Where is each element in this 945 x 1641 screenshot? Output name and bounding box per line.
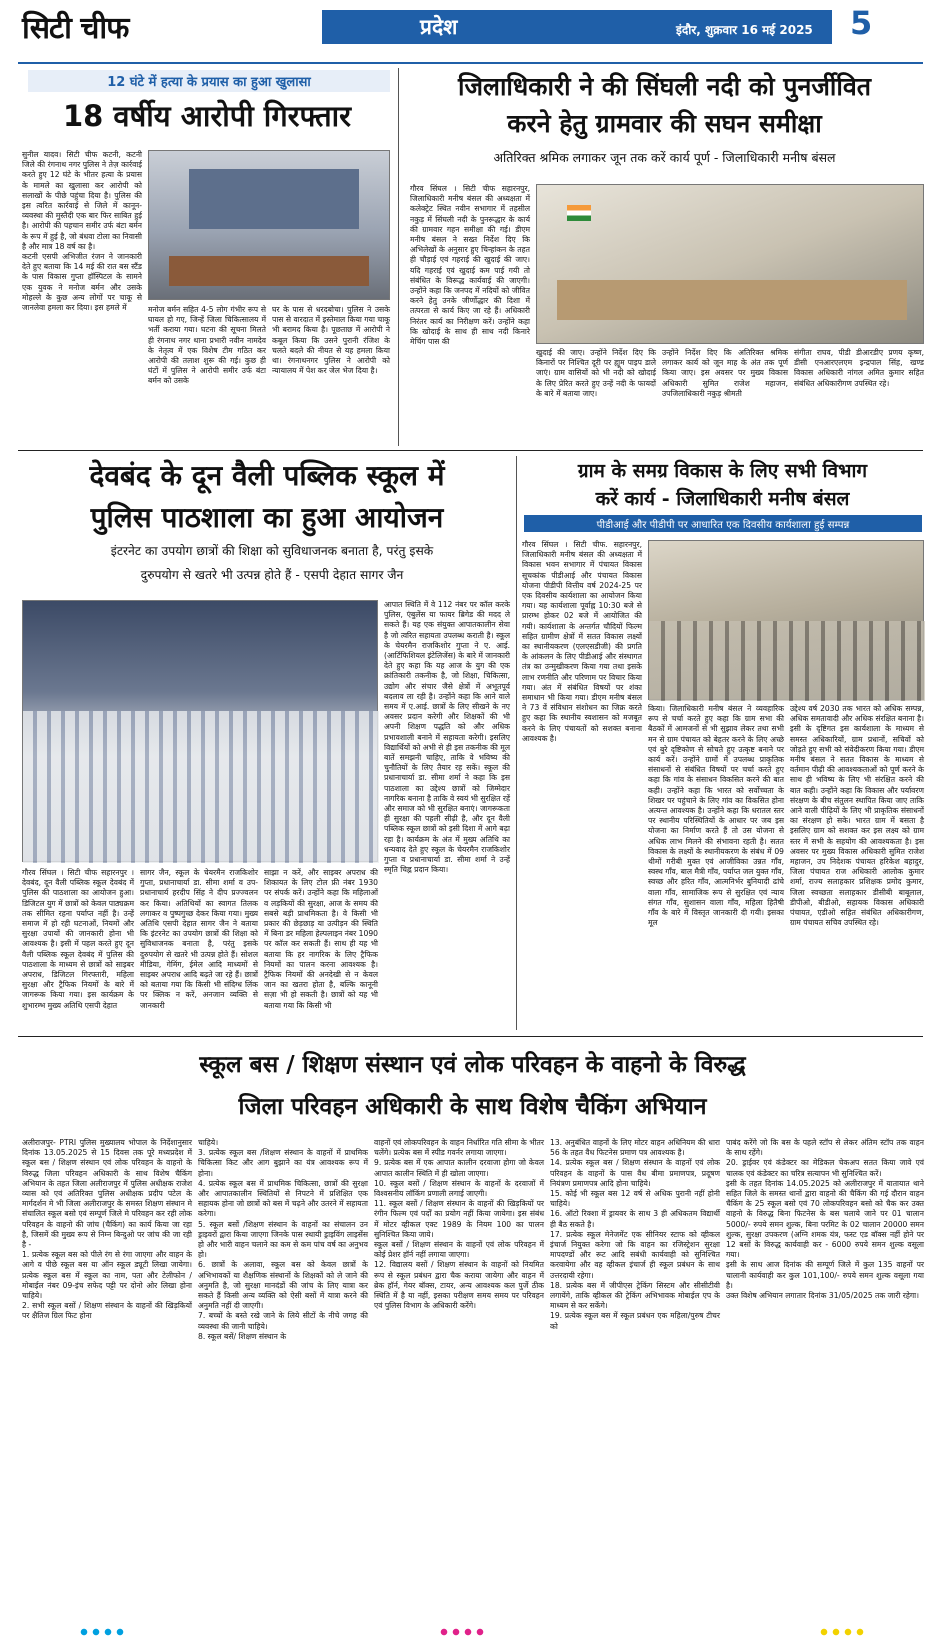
- story2-column-1: [410, 184, 530, 347]
- story3-column-3: [264, 868, 378, 1030]
- story3-column-2: [140, 868, 258, 1030]
- story2-headline-2: करने हेतु ग्रामवार की सघन समीक्षा: [507, 109, 822, 138]
- story1-photo: [148, 150, 390, 300]
- story4-headline-1: ग्राम के समग्र विकास के लिए सभी विभाग: [577, 460, 868, 482]
- story5-text-2: चाहिये। 3. प्रत्येक स्कूल बस /शिक्षण संस्थान के वाहनों में प्राथमिक चिकित्सा किट और आग बुझाने का यंत्र आवश्यक रूप में होना। 4. प्रत्येक स्कूल बस में प्राथमिक चिकित्सा, छात्रों की सुरक्षा और आपातकालीन स्थितियों से निपटने में प्रशिक्षित एक सहायक होना जो छात्रों को बस में चढ़ने और उतरने में सहायता करेगा। 5. स्कूल बसों /शिक्षण संस्थान के वाहनों का संचालन उन ड्राइवरों द्वारा किया जाएगा जिनके पास स्थायी ड्राइविंग लाइसेंस हो और भारी वाहन चलाने का कम से कम पांच वर्ष का अनुभव हो। 6. छात्रों के अलावा, स्कूल बस को केवल छात्रों के अभिभावकों या शैक्षणिक संस्थानों के शिक्षकों को ले जाने की अनुमति है, जो सुरक्षा मानदंडों की जांच के लिए यात्रा कर सकते हैं किसी अन्य व्यक्ति को ऐसी बसों में यात्रा करने की अनुमति नहीं दी जाएगी। 7. बच्चों के बस्ते रखे जाने के लिये सीटों के नीचे जगह की व्यवस्था की जानी चाहिये। 8. स्कूल बसें/ शिक्षण संस्थान के: [198, 1138, 368, 1341]
- story3-headline-1: देवबंद के दून वैली पब्लिक स्कूल में: [89, 459, 445, 492]
- masthead: [0, 0, 945, 64]
- registration-dots-middle: [440, 1628, 488, 1636]
- masthead-rule: [18, 62, 923, 64]
- story5-headline-2: जिला परिवहन अधिकारी के साथ विशेष चैकिंग अभियान: [238, 1094, 707, 1120]
- photo-flag: [567, 205, 591, 221]
- story1-text-3: घर के पास से धरदबोचा। पुलिस ने उसके पास से वारदात में इस्तेमाल किया गया चाकू भी बरामद किया है। पूछताछ में आरोपी ने कबूल किया कि उसने पुरानी रंजिश के चलते बदले की नीयत से यह हमला किया था। रंगनाथनगर पुलिस ने आरोपी को न्यायालय में पेश कर जेल भेज दिया है।: [272, 305, 390, 376]
- story1-column-1: [22, 150, 142, 442]
- story2-column-3: [662, 348, 788, 444]
- photo-table: [169, 256, 369, 286]
- registration-dots-right: [820, 1628, 868, 1636]
- story3-photo: [22, 600, 378, 862]
- story5-text-4: 13. अनुबंधित वाहनों के लिए मोटर वाहन अधिनियम की धारा 56 के तहत वैध फिटनेस प्रमाण पत्र आवश्यक है। 14. प्रत्येक स्कूल बस / शिक्षण संस्थान के वाहनों एवं लोक परिवहन के वाहनों के पास वैध बीमा प्रमाणपत्र, प्रदूषण नियंत्रण प्रमाणपत्र आदि होना चाहिये। 15. कोई भी स्कूल बस 12 वर्ष से अधिक पुरानी नहीं होनी चाहिये। 16. ऑटो रिक्शा में ड्रायवर के साथ 3 ही अधिकतम विद्यार्थी ही बैठ सकते है। 17. प्रत्येक स्कूल मेनेजमेंट एक सीनियर स्टाफ को व्हीकल इंचार्ज नियुक्त करेगा जो कि वाहन का रजिस्ट्रेशन सुरक्षा मापदण्डों और रूट आदि सबंधी कार्यवाही को सुनिश्चित करवायेगा और वह व्हीकल इंचार्ज ही स्कूल प्रबंधन के साथ उत्तरदायी रहेगा। 18. प्रत्येक बस में जीपीएस ट्रेकिंग सिस्टम और सीसीटीवी लगायेंगे, ताकि व्हीकल की ट्रेकिंग अभिभावक मोबाईल एप के माध्यम से कर सकेंगे। 19. प्रत्येक स्कूल बस में स्कूल प्रबंधन एक महिला/पुरुष टीचर को: [550, 1138, 720, 1331]
- story2-subhead: अतिरिक्त श्रमिक लगाकर जून तक करें कार्य पूर्ण - जिलाधिकारी मनीष बंसल: [493, 150, 836, 165]
- story1-text-2: मनोज बर्मन सहित 4-5 लोग गंभीर रूप से घायल हो गए, जिन्हें जिला चिकित्सालय में भर्ती कराया गया। घटना की सूचना मिलते ही रंगनाथ नगर थाना प्रभारी नवीन नामदेव के नेतृत्व में एक विशेष टीम गठित कर आरोपी की तलाश शुरू की गई। कुछ ही घंटों में पुलिस ने आरोपी समीर उर्फ बंटा बर्मन को उसके: [148, 305, 266, 386]
- story4-text-1: गौरव सिंघल । सिटी चीफ. सहारनपुर, जिलाधिकारी मनीष बंसल की अध्यक्षता में विकास भवन सभागार में पंचायत विकास सूचकांक पीडीआई और पंचायत विकास योजना पीडीपी वित्तीय वर्ष 2024-25 पर एक दिवसीय कार्यशाला का आयोजन किया गया। यह कार्यशाला पूर्वाह्न 10:30 बजे से प्रारम्भ होकर 02 बजे में आयोजित की गयी। कार्यशाला के अन्तर्गत चौदियों फिल्म सहित ग्रामीण क्षेत्रों में सतत विकास लक्ष्यों का स्थानीयकरण (एलएसडीजी) की प्रगति के आंकलन के लिए पीडीआई और संस्थागत तंत्र का उन्मुखीकरण किया गया तथा इसके लाभ रणनीति और परिणाम पर विचार किया गया। अंत में संबंधित विषयों पर शंका समाधान भी किया गया। डीएम मनीष बंसल ने 73 वें संविधान संशोधन का जिक्र करते हुए कहा कि स्थानीय स्वशासन को मजबूत करने के लिए पंचायतों को सशक्त बनाना आवश्यक है।: [522, 540, 642, 743]
- section-rule-2: [18, 1036, 923, 1037]
- story2-column-4: [794, 348, 924, 444]
- story4-headline-2: करें कार्य - जिलाधिकारी मनीष बंसल: [595, 488, 850, 510]
- story5-column-1: [22, 1138, 192, 1620]
- section-label: प्रदेश: [420, 15, 458, 39]
- story4-text-3: उद्देश्य वर्ष 2030 तक भारत को अधिक सम्पन्न, अधिक समतावादी और अधिक संरक्षित बनाना है। इसी के दृष्टिगत इस कार्यशाला के माध्यम से समस्त अधिकारियों, ग्राम प्रधानों, सचिवों को जोड़ते हुए सभी को संवेदीकरण किया गया। डीएम मनीष बंसल ने सतत विकास के माध्यम से वर्तमान पीढ़ी की आवश्यकताओं को पूर्ण करने के साथ ही भविष्य के लिए भी संरक्षित करने की बात कही। उन्होंने कहा कि विकास और पर्यावरण संरक्षण के बीच संतुलन स्थापित किया जाए ताकि आने वाली पीढ़ियों के लिए भी प्राकृतिक संसाधनों का संरक्षण हो सके। भारत ग्राम में बसता है इसलिए ग्राम को सशक्त कर इस लक्ष्य को ग्राम स्तर में सभी के सहयोग की आवश्यकता है। इस अवसर पर मुख्य विकास अधिकारी सुमित राजेश महाजन, उप निदेशक पंचायत हरिकेश बहादुर, जिला पंचायत राज अधिकारी आलोक कुमार शर्मा, राज्य सलाहकार प्रशिक्षक प्रमोद कुमार, जिला स्वच्छता सलाहकार डीसीबी बाबूलाल, डीपीओ, बीडीओ, सहायक विकास अधिकारी पंचायत, एडीओ सहित संबंधित अधिकारीगण, ग्राम पंचायत सचिव उपस्थित रहे।: [790, 704, 924, 928]
- story2-column-2: [536, 348, 656, 444]
- story2-text-3: उन्होंने निर्देश दिए कि अतिरिक्त श्रमिक लगाकर कार्य को जून माह के अंत तक पूर्ण किया जाए। इस अवसर पर मुख्य विकास अधिकारी सुमित राजेश महाजन, उपजिलाधिकारी नकुड़ श्रीमती: [662, 348, 788, 398]
- story5-text-5: पाबंद करेंगे जो कि बस के पहले स्टॉप से लेकर अंतिम स्टॉप तक वाहन के साथ रहेंगे। 20. ड्राईवर एवं कंडेक्टर का मेडिकल चेकअप सतत किया जावे एवं चालक एवं कंडेक्टर का चरित्र सत्यापन भी सुनिश्चित करें। इसी के तहत दिनांक 14.05.2025 को अलीराजपुर में यातायात थाने सहित जिले के समस्त थानों द्वारा वाहनो की चैकिंग की गई दौरान वाहन चैकिंग के 25 स्कूल बसो एवं 70 लोकपरिवहन बसो को चैक कर उक्त वाहनो के विरुद्ध बिना फिटनेस के बस चलाये जाने पर 01 चालान 5000/- रुपये समन शुल्क, बिना परमिट के 02 चालान 20000 समन शुल्क, सुरक्षा उपकरण (अग्नि शमक यंत्र, फस्ट एड बॉक्स नहीं होने पर 12 बसों के विरुद्ध कार्यवाही कर - 6000 रुपये समन शुल्क वसूला गया। इसी के साथ आज दिनांक की सम्पूर्ण जिले में कुल 135 वाहनों पर चालानी कार्यवाही कर कुल 101,100/- रुपये समन शुल्क वसूला गया है। उक्त विशेष अभियान लगातार दिनांक 31/05/2025 तक जारी रहेगा।: [726, 1138, 924, 1301]
- page-number: 5: [850, 4, 873, 42]
- story3-text-1: गौरव सिंघल । सिटी चीफ सहारनपुर । देवबंद, दून वैली पब्लिक स्कूल देवबंद में पुलिस की पाठशाला का आयोजन हुआ। डिजिटल युग में छात्रों को केवल पाठ्यक्रम तक सीमित रहना पर्याप्त नहीं है। उन्हें समाज में हो रही घटनाओं, नियमों और सुरक्षा उपायों की जानकारी होना भी आवश्यक है। इसी में पहल करते हुए दून वैली पब्लिक स्कूल देवबंद में पुलिस की पाठशाला के माध्यम से छात्रों को साइबर अपराध, डिजिटल गिरफ्तारी, महिला सुरक्षा और ट्रैफिक नियमों के बारे में जागरूक किया गया। इस कार्यक्रम के शुभारम्भ मुख्य अतिथि एसपी देहात: [22, 868, 134, 1010]
- story5-text-3: वाहनों एवं लोकपरिवहन के वाहन निर्धारित गति सीमा के भीतर चलेंगे। प्रत्येक बस में स्पीड गवर्नर लगाया जाएगा। 9. प्रत्येक बस में एक आपात कालीन दरवाजा होगा जो केवल आपात कालीन स्थिति में ही खोला जाएगा। 10. स्कूल बसों / शिक्षण संस्थान के वाहनों के दरवाजों में विश्वसनीय लॉकिंग प्रणाली लगाई जाएगी। 11. स्कूल बसों / शिक्षण संस्थान के वाहनों की खिड़कियों पर रंगीन फिल्म एवं पर्दों का प्रयोग नहीं किया जायेगा। इस संबंध में मोटर व्हीकल एक्ट 1989 के नियम 100 का पालन सुनिश्चित किया जाये। स्कूल बसों / शिक्षण संस्थान के वाहनों एवं लोक परिवहन में कोई प्रेशर हॉर्न नहीं लगाया जाएगा। 12. विद्यालय बसों / शिक्षण संस्थान के वाहनों को नियमित रूप से स्कूल प्रबंधन द्वारा चैक कराया जायेगा और वाहन में ब्रेक हॉर्न, गेयर बॉक्स, टायर, अन्य आवश्यक कल पुर्जे ठीक स्थिति में है या नहीं, इसका परीक्षण समय समय पर परिवहन एवं पुलिस विभाग के अधिकारी करेंगे।: [374, 1138, 544, 1311]
- story3-text-3: साझा न करें, और साइबर अपराध की शिकायत के लिए टोल फ्री नंबर 1930 पर संपर्क करें। उन्होंने कहा कि महिलाओं व लड़कियों की सुरक्षा, आज के समय की सबसे बड़ी प्राथमिकता है। वे किसी भी प्रकार की छेड़छाड़ या उत्पीड़न की स्थिति में बिना डर महिला हेल्पलाइन नंबर 1090 पर कॉल कर सकती हैं। साथ ही यह भी बताया कि हर नागरिक के लिए ट्रैफिक नियमों का पालन करना आवश्यक है। ट्रैफिक नियमों की अनदेखी से न केवल जान का खतरा होता है, बल्कि कानूनी सज़ा भी हो सकती है। छात्रों को यह भी बताया गया कि किसी भी: [264, 868, 378, 1010]
- story5-column-4: [550, 1138, 720, 1620]
- story1-kicker: 12 घंटे में हत्या के प्रयास का हुआ खुलासा: [107, 75, 311, 90]
- story5-text-1: अलीराजपुर- PTRI पुलिस मुख्यालय भोपाल के निर्देशानुसार दिनांक 13.05.2025 से 15 दिवस तक पूरे मध्यप्रदेश में स्कूल बस / शिक्षण संस्थान एवं लोक परिवहन के वाहनो के विरुद्ध जिला परिवहन अधिकारी के साथ विशेष चैकिंग अभियान के तहत जिला अलीराजपुर में पुलिस अधीक्षक राजेश व्यास को एवं अतिरिक्त पुलिस अधीक्षक प्रदीप पटेल के मार्गदर्शन मे भी जिला अलीराजपुर के समस्त शिक्षण संस्थान मे संचालित स्कूल बसो एवं सम्पूर्ण जिले मे परिवहन कर रही लोक परिवहन के वाहनो की जांच (चैकिंग) का कार्य किया जा रहा है, जिसमें की मुख्य रूप से निम्न बिन्दुओ पर जांच की जा रही है - 1. प्रत्येक स्कूल बस को पीले रंग से रंगा जाएगा और वाहन के आगे व पीछे स्कूल बस या ऑन स्कूल ड्यूटी लिखा जायेगा। प्रत्येक स्कूल बस में स्कूल का नाम, पता और टेलीफोन / मोबाईल नंबर 09-इंच सफेद पट्टी पर दोनो ओर लिखा होना चाहिये। 2. सभी स्कूल बसों / शिक्षण संस्थान के वाहनों की खिड़कियों पर क्षैतिज ग्रिल फिट होना: [22, 1138, 192, 1321]
- story1-headline: 18 वर्षीय आरोपी गिरफ्तार: [62, 99, 352, 133]
- story5-column-3: [374, 1138, 544, 1620]
- story3-subhead-2: दुरुपयोग से खतरे भी उत्पन्न होते हैं - एसपी देहात सागर जैन: [140, 568, 404, 582]
- story4-column-1: [522, 540, 642, 1030]
- story4-column-2: [648, 704, 784, 1030]
- photo-students: [23, 711, 379, 863]
- story4-text-2: किया। जिलाधिकारी मनीष बंसल ने व्यवहारिक रूप से चर्चा करते हुए कहा कि ग्राम सभा की बैठकों में आमजनों से भी सुझाव लेकर तथा सभी मन से ग्राम पंचायत को बेहतर करने के लिए अच्छे एवं बुरे दृष्टिकोण से सोचते हुए उत्कृष्ट बनाने पर कार्य करें। उन्होंने ग्रामों में उपलब्ध प्राकृतिक संसाधनों से संबंधित विषयों पर चर्चा करते हुए कहा कि गांव के संसाधन विकसित करने की बात कही। उन्होंने कहा कि भारत को सर्वोच्चता के शिखर पर पहुंचाने के लिए गांव का विकसित होना अत्यन्त आवश्यक है। उन्होंने कहा कि धरातल स्तर पर स्थानीय परिस्थितियों के आधार पर जब इस योजना का निर्माण करते हैं तो उस योजना से अधिक लाभ मिलने की संभावना रहती है। सतत विकास के लक्ष्यों के स्थानीयकरण के संबंध में 09 थीमों गरीबी मुक्त एवं आजीविका उन्नत गाँव, स्वस्थ गाँव, बाल मैत्री गाँव, पर्याप्त जल युक्त गाँव, स्वच्छ और हरित गाँव, आत्मनिर्भर बुनियादी ढांचे वाला गाँव, सामाजिक रूप से सुरक्षित एवं न्याय संगत गाँव, सुशासन वाला गाँव, महिला हितैषी गाँव के बारे में विस्तृत जानकारी दी गयी। इसका मूल: [648, 704, 784, 928]
- story-divider-1: [398, 68, 399, 446]
- story2-photo: [536, 184, 924, 344]
- story1-column-2: [148, 305, 266, 442]
- story4-column-3: [790, 704, 924, 1030]
- registration-marks: [0, 1626, 945, 1638]
- story2-text-4: संगीता राघव, पीडी डीआरडीए प्रणय कृष्ण, डीसी एनआरएलएम इन्द्रपाल सिंह, खण्ड विकास अधिकारी नांगल अमित कुमार सहित संबंधित अधिकारीगण उपस्थित रहे।: [794, 348, 924, 388]
- story1-column-3: [272, 305, 390, 442]
- story3-subhead-1: इंटरनेट का उपयोग छात्रों की शिक्षा को सुविधाजनक बनाता है, परंतु इसके: [110, 544, 434, 558]
- registration-dots-left: [80, 1628, 128, 1636]
- story4-subhead: पीडीआई और पीडीपी पर आधारित एक दिवसीय कार्यशाला हुई सम्पन्न: [596, 520, 850, 531]
- story-divider-2: [516, 456, 517, 1030]
- story3-text-2: सागर जैन, स्कूल के चेयरमैन राजकिशोर गुप्ता, प्रधानाचार्या डा. सीमा शर्मा व उप-प्रधानाचार्य हरदीप सिंह ने दीप प्रज्ज्वलन कर किया। अतिथियों का स्वागत तिलक लगाकर व पुष्पगुच्छ देकर किया गया। मुख्य अतिथि एसपी देहात सागर जैन ने बताया कि इंटरनेट का उपयोग छात्रों की शिक्षा को सुविधाजनक बनाता है, परंतु इसके दुरुपयोग से खतरे भी उत्पन्न होते हैं। सोशल मीडिया, गेमिंग, ईमेल आदि माध्यमों से साइबर अपराध आदि बढ़ते जा रहे हैं। छात्रों को बताया गया कि किसी भी संदिग्ध लिंक पर क्लिक न करें, अनजान व्यक्ति से जानकारी: [140, 868, 258, 1010]
- story5-headline-1: स्कूल बस / शिक्षण संस्थान एवं लोक परिवहन के वाहनो के विरुद्ध: [199, 1052, 746, 1078]
- story5-column-2: [198, 1138, 368, 1620]
- story3-text-right: आपात स्थिति में वे 112 नंबर पर कॉल करके पुलिस, एंबुलेंस या फायर ब्रिगेड की मदद ले सकते हैं। यह एक संयुक्त आपातकालीन सेवा है जो त्वरित सहायता उपलब्ध कराती है। स्कूल के चेयरमैन राजकिशोर गुप्ता ने ए. आई. (आर्टिफिशियल इंटेलिजेंस) के बारे में जानकारी देते हुए कहा कि यह आज के युग की एक क्रांतिकारी तकनीक है, जो शिक्षा, चिकित्सा, उद्योग और संचार जैसे क्षेत्रों में अभूतपूर्व बदलाव ला रही है। उन्होंने कहा कि आने वाले समय में ए.आई. छात्रों के लिए सीखने के नए अवसर प्रदान करेगी और शिक्षकों की भी अपनी शिक्षण पद्धति को और अधिक प्रभावशाली बनाने में सहायता करेगी। इसलिए विद्यार्थियों को अभी से ही इस तकनीक की मूल बातें समझनी चाहिए, ताकि वे भविष्य की चुनौतियों के लिए तैयार रह सकें। स्कूल की प्रधानाचार्या डा. सीमा शर्मा ने कहा कि इस पाठशाला का उद्देश्य छात्रों को जिम्मेदार नागरिक बनाना है ताकि वे स्वयं भी सुरक्षित रहें और समाज को भी सुरक्षित बनाएं। जागरूकता ही सुरक्षा की पहली सीढ़ी है, और दून वैली पब्लिक स्कूल छात्रों को इसी दिशा में आगे बढ़ा रहा है। कार्यक्रम के अंत में मुख्य अतिथि का धन्यवाद देते हुए स्कूल के चेयरमैन राजकिशोर गुप्ता व प्रधानाचार्या डा. सीमा शर्मा ने उन्हें स्मृति चिह्न प्रदान किया।: [384, 600, 511, 875]
- story2-text-1: गौरव सिंघल । सिटी चीफ सहारनपुर, जिलाधिकारी मनीष बंसल की अध्यक्षता में कलेक्ट्रेट स्थित नवीन सभागार में तहसील नकुड़ में सिंघली नदी के पुनरूद्धार के कार्य की ग्रामवार गहन समीक्षा की गई। डीएम मनीष बंसल ने सख्त निर्देश दिए कि अभिलेखों के अनुसार हुए चिन्हांकन के तहत ही चौड़ाई एवं गहराई की खुदाई की जाए। यदि गहराई एवं खुदाई कम पाई गयी तो संबंधित के विरूद्ध कार्यवाई की जाएगी। उन्होंने कहा कि जनपद में नदियों को जीवित करने हेतु उनके जीर्णोद्धार की दिशा में तत्परता से कार्य किए जा रहे हैं। अधिकारी निरंतर कार्य का निरीक्षण करें। उन्होंने कहा कि खोदाई के साथ ही साथ नदी किनारे मेचिंग पास की: [410, 184, 530, 347]
- photo-table: [557, 280, 907, 320]
- story3-column-right: [384, 600, 511, 875]
- photo-banner: [189, 169, 359, 229]
- paper-name: सिटी चीफ: [22, 11, 129, 46]
- story3-column-1: [22, 868, 134, 1030]
- photo-audience: [649, 621, 925, 701]
- story4-photo: [648, 540, 924, 700]
- date-line: इंदौर, शुक्रवार 16 मई 2025: [676, 23, 813, 37]
- story1-text-1: सुनील यादव। सिटी चीफ कटनी, कटनी जिले की रंगनाथ नगर पुलिस ने तेज़ कार्रवाई करते हुए 12 घंटे के भीतर हत्या के प्रयास के मामले का खुलासा कर आरोपी को सलाखों के पीछे पहुंचा दिया है। पुलिस की इस त्वरित कार्रवाई से जिले में कानून-व्यवस्था की मुस्तैदी एक बार फिर साबित हुई है। आरोपी की पहचान समीर उर्फ बंटा बर्मन के रूप में हुई है, जो बंधवा टोला का निवासी है और मात्र 18 वर्ष का है। कटनी एसपी अभिजीत रंजन ने जानकारी देते हुए बताया कि 14 मई की रात बस स्टैंड के पास विकास गुप्ता हॉस्पिटल के सामने एक युवक ने मनोज बर्मन और उसके मोहल्ले के कुछ अन्य लोगों पर चाकू से जानलेवा हमला कर दिया। इस हमले में: [22, 150, 142, 313]
- story2-headline-1: जिलाधिकारी ने की सिंघली नदी को पुनर्जीवित: [457, 72, 872, 101]
- story3-headline-2: पुलिस पाठशाला का हुआ आयोजन: [90, 501, 444, 534]
- story5-column-5: [726, 1138, 924, 1620]
- section-rule-1: [18, 450, 923, 451]
- story2-text-2: खुदाई की जाए। उन्होंने निर्देश दिए कि किनारों पर निश्चित दूरी पर ह्यूम पाइप डाले जाएं। ग्राम वासियों को भी नदी को खोदाई के लिए प्रेरित करते हुए उन्हें नदी के फायदों के बारे में बताया जाए।: [536, 348, 656, 398]
